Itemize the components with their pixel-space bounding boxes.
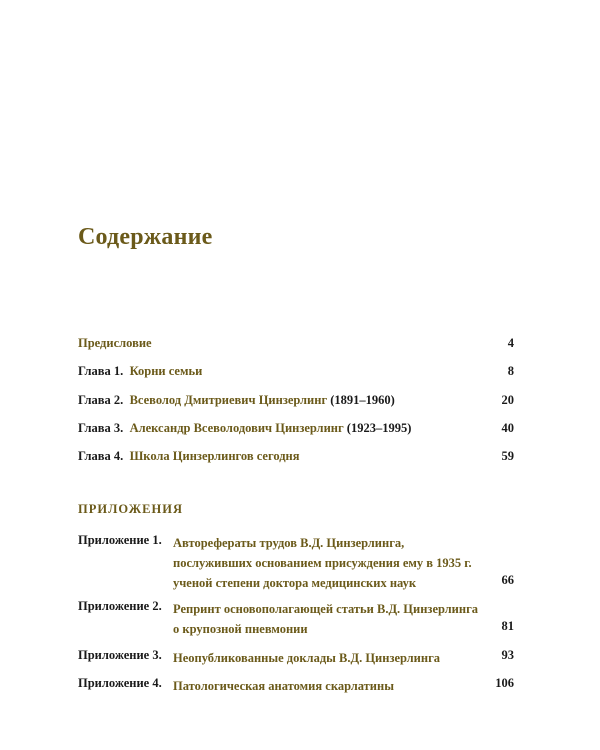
toc-entry-title: Александр Всеволодович Цинзерлинг: [129, 421, 344, 435]
toc-entry-appendix-4[interactable]: [78, 676, 514, 696]
appendix-title: [173, 599, 483, 639]
toc-entry-chapter-1[interactable]: [78, 360, 514, 382]
toc-entry-years: (1891–1960): [330, 393, 395, 407]
toc-entry-page: 4: [507, 336, 514, 350]
toc-entry-title: Школа Цинзерлингов сегодня: [129, 449, 300, 463]
appendix-label: Приложение 4.: [78, 676, 162, 690]
toc-entry-title: Всеволод Дмитриевич Цинзерлинг: [129, 393, 328, 407]
appendix-title-line: Авторефераты трудов В.Д. Цинзерлинга,: [173, 536, 405, 550]
toc-entry-page: 59: [501, 449, 514, 463]
toc-entry-label: Глава 2.: [78, 393, 124, 407]
toc-entry-chapter-4[interactable]: [78, 445, 514, 467]
appendix-title: [173, 533, 483, 593]
appendix-title: [173, 676, 483, 696]
appendix-title-line: Репринт основополагающей статьи В.Д. Цинзерлинга: [173, 602, 478, 616]
toc-entry-page: 40: [501, 421, 514, 435]
toc-entry-title: Предисловие: [78, 336, 152, 350]
page-title: Содержание: [78, 224, 213, 250]
toc-entry-label: Глава 4.: [78, 449, 124, 463]
appendix-title-line: Патологическая анатомия скарлатины: [173, 679, 394, 693]
toc-entry-page: 20: [501, 393, 514, 407]
appendix-label: Приложение 3.: [78, 648, 162, 662]
appendix-title-line: о крупозной пневмонии: [173, 622, 308, 636]
appendix-page: 66: [501, 573, 514, 587]
appendix-title: [173, 648, 483, 668]
appendix-page: 81: [501, 619, 514, 633]
toc-entry-chapter-3[interactable]: [78, 417, 514, 439]
toc-entry-chapter-2[interactable]: [78, 389, 514, 411]
appendix-title-line: послуживших основанием присуждения ему в 1935 г.: [173, 556, 472, 570]
toc-entry-appendix-1[interactable]: [78, 533, 514, 593]
toc-entry-appendix-2[interactable]: [78, 599, 514, 639]
appendix-label: Приложение 1.: [78, 533, 162, 547]
toc-entry-title: Корни семьи: [129, 364, 203, 378]
toc-entry-preface[interactable]: [78, 332, 514, 354]
toc-entry-label: Глава 1.: [78, 364, 124, 378]
toc-entry-years: (1923–1995): [346, 421, 412, 435]
appendix-page: 93: [501, 648, 514, 662]
appendix-title-line: ученой степени доктора медицинских наук: [173, 576, 417, 590]
toc-entry-label: Глава 3.: [78, 421, 124, 435]
appendix-page: 106: [495, 676, 514, 690]
toc-entry-page: 8: [507, 364, 514, 378]
toc-entry-appendix-3[interactable]: [78, 648, 514, 668]
appendices-heading: ПРИЛОЖЕНИЯ: [78, 502, 183, 516]
appendix-label: Приложение 2.: [78, 599, 162, 613]
appendix-title-line: Неопубликованные доклады В.Д. Цинзерлинга: [173, 651, 441, 665]
